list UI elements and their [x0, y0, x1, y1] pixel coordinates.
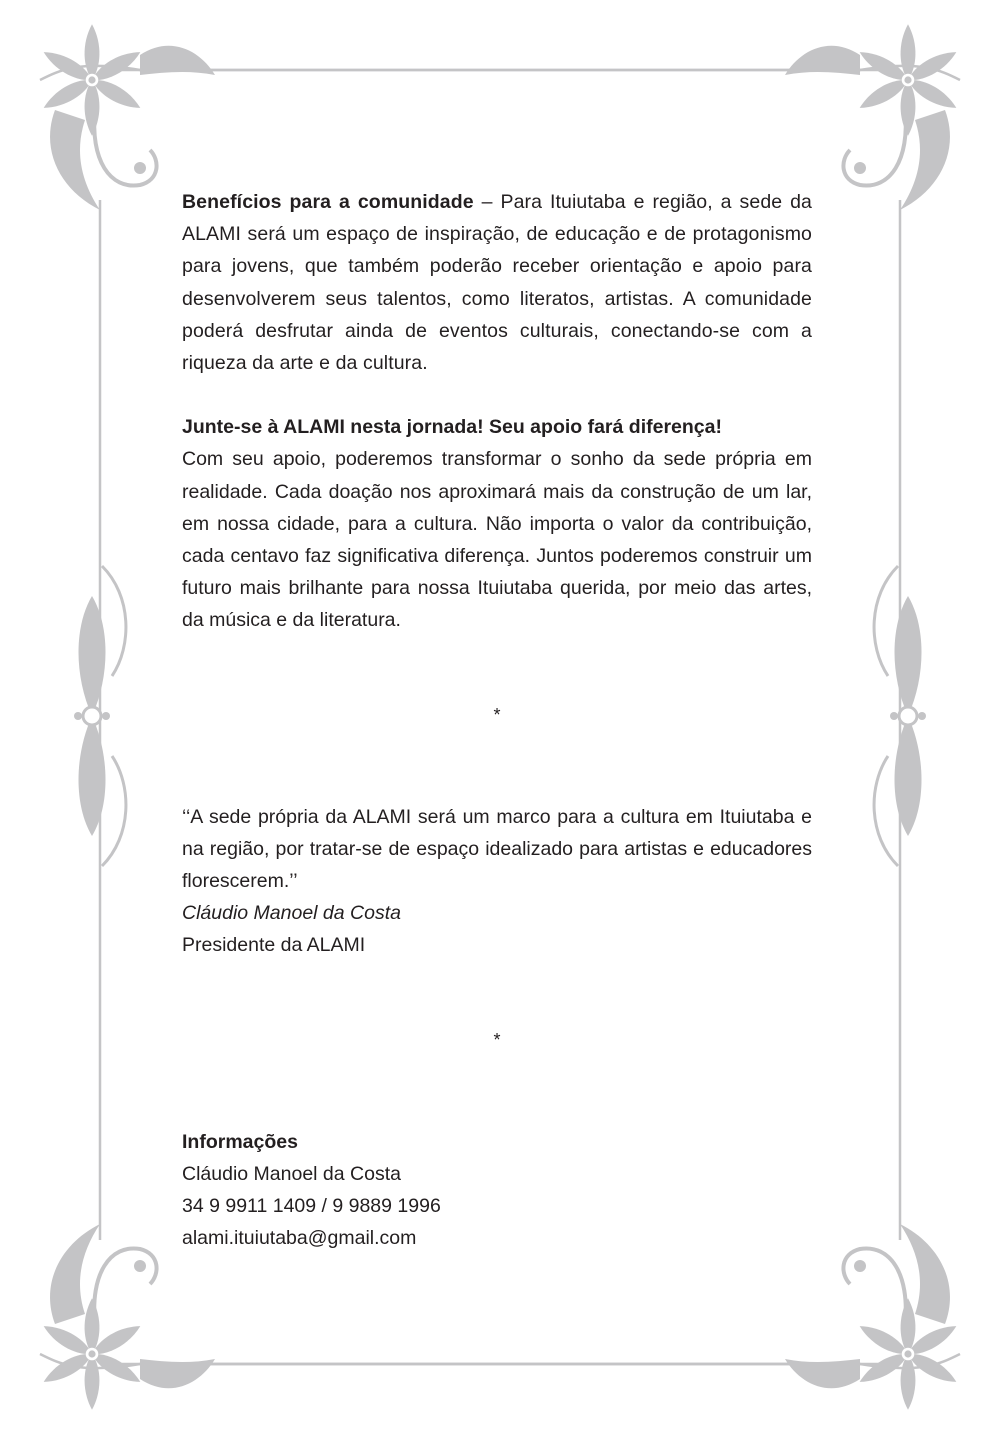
appeal-text: Com seu apoio, poderemos transformar o sonho da sede própria em realidade. Cada doação nos aproximará mais da construção de um lar, em nossa cidade, para a cultura. Não importa o valor da contribuição, cada centavo faz significativa diferença. Juntos poderemos construir um futuro mais brilhante para nossa Ituiutaba querida, por meio das artes, da música e da literatura.	[182, 448, 812, 632]
corner-ornament-top-right	[100, 24, 960, 210]
quote-role: Presidente da ALAMI	[182, 934, 366, 957]
info-phones: 34 9 9911 1409 / 9 9889 1996	[182, 1195, 441, 1218]
separator-1: *	[493, 704, 501, 725]
benefits-heading: Benefícios para a comunidade	[182, 191, 474, 213]
separator-2: *	[493, 1029, 501, 1050]
benefits-dash: –	[473, 191, 501, 213]
appeal-heading: Junte-se à ALAMI nesta jornada! Seu apoio fará diferença!	[182, 416, 722, 439]
benefits-text: Para Ituiutaba e região, a sede da ALAMI será um espaço de inspiração, de educação e de protagonismo para jovens, que também poderão receber orientação e apoio para desenvolverem seus talentos, como literatos, artistas. A comunidade poderá desfrutar ainda de eventos culturais, conectando-se com a riqueza da arte e da cultura.	[182, 191, 812, 375]
quote-text: ‘‘A sede própria da ALAMI será um marco para a cultura em Ituiutaba e na região, por tratar-se de espaço idealizado para artistas e educadores florescerem.’’	[182, 805, 812, 893]
info-heading: Informações	[182, 1130, 298, 1153]
info-name: Cláudio Manoel da Costa	[182, 1162, 401, 1185]
page-content	[182, 186, 812, 1254]
info-email[interactable]: alami.ituiutaba@gmail.com	[182, 1227, 417, 1250]
quote-author: Cláudio Manoel da Costa	[182, 902, 401, 925]
benefits-paragraph	[182, 186, 812, 379]
corner-ornament-top-left	[40, 24, 900, 210]
